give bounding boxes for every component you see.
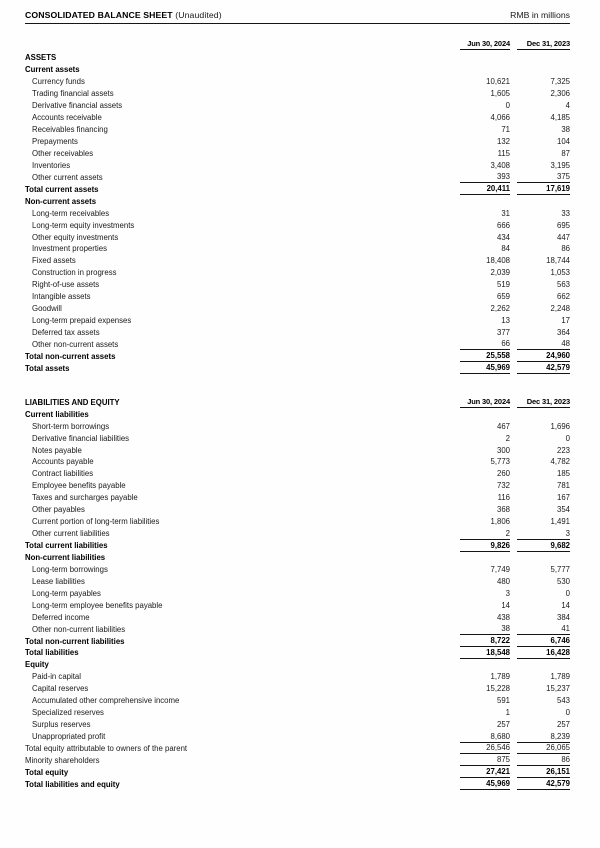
value-col1: 71 [501,125,510,135]
value-col1: 20,411 [460,183,510,195]
line-item-row [25,575,570,587]
value-col2: 33 [561,208,570,218]
line-item-row [25,563,570,575]
value-col1: 8,722 [460,635,510,647]
line-item-row [25,599,570,611]
value-col2: 8,239 [517,731,570,743]
value-col1: 438 [496,612,510,622]
line-item-row [25,707,570,719]
value-col2: 7,325 [550,77,570,87]
value-col2: 384 [556,612,570,622]
value-col1: 434 [496,232,510,242]
line-item-row [25,136,570,148]
column-header-2: Dec 31, 2023 [517,37,570,50]
row-label: Long-term borrowings [32,564,108,574]
value-col2: 48 [517,339,570,351]
line-item-row [25,291,570,303]
line-item-row [25,148,570,160]
line-item-row [25,303,570,315]
row-label: Surplus reserves [32,720,91,730]
row-label: Capital reserves [32,684,89,694]
row-label: Equity [25,660,49,670]
value-col2: 4,782 [550,457,570,467]
value-col1: 15,228 [486,684,510,694]
line-item-row [25,432,570,444]
row-label: Taxes and surcharges payable [32,493,138,503]
value-col1: 1,789 [490,672,510,682]
value-col1 [460,64,510,76]
value-col2: 375 [517,171,570,183]
value-col2: 223 [556,445,570,455]
row-label: Other non-current assets [32,339,119,349]
value-col2: 257 [556,720,570,730]
value-col2: 0 [565,588,570,598]
page-title-main: CONSOLIDATED BALANCE SHEET [25,10,173,20]
value-col1: 300 [496,445,510,455]
value-col2 [517,659,570,671]
value-col1: 659 [496,292,510,302]
row-label: Inventories [32,160,71,170]
value-col1 [460,195,510,207]
line-item-row [25,528,570,540]
line-item-row [25,480,570,492]
value-col2: 364 [556,328,570,338]
line-item-row [25,492,570,504]
row-label: Long-term employee benefits payable [32,600,163,610]
value-col2: 167 [556,493,570,503]
value-col1: 4,066 [490,113,510,123]
row-label: Total assets [25,363,70,373]
line-item-row [25,327,570,339]
value-col1: 2 [505,433,510,443]
line-item-row [25,243,570,255]
row-label: Investment properties [32,244,107,254]
value-col2: 104 [556,137,570,147]
value-col1: 84 [501,244,510,254]
value-col2 [517,195,570,207]
value-col1: 591 [496,696,510,706]
value-col2: 86 [517,754,570,766]
row-label: Specialized reserves [32,708,104,718]
value-col1 [460,659,510,671]
value-col1: 45,969 [460,778,510,790]
value-col2: 24,960 [517,350,570,362]
row-label: Accounts payable [32,457,94,467]
row-label: Notes payable [32,445,82,455]
section-row [25,52,570,64]
row-label: Total non-current assets [25,351,116,361]
row-label: Total equity attributable to owners of the parent [25,743,188,753]
row-label: Paid-in capital [32,672,81,682]
line-item-row [25,504,570,516]
value-col2: 26,065 [517,743,570,755]
row-label: Currency funds [32,77,85,87]
line-item-row [25,100,570,112]
row-label: Derivative financial liabilities [32,433,130,443]
value-col1: 132 [496,137,510,147]
row-label: Other payables [32,505,85,515]
value-col2: 1,053 [550,268,570,278]
total-row [25,350,570,362]
line-item-row [25,683,570,695]
value-col1: 115 [497,148,510,158]
row-label: Other receivables [32,148,94,158]
row-label: Current portion of long-term liabilities [32,517,160,527]
value-col2: 3,195 [550,160,570,170]
value-col2: 17,619 [517,183,570,195]
row-label: Long-term payables [32,588,101,598]
value-col2: 6,746 [517,635,570,647]
value-col2: 4,185 [550,113,570,123]
value-col1: 0 [505,101,510,111]
total-row [25,778,570,790]
value-col1: 9,826 [460,540,510,552]
total-row [25,635,570,647]
value-col2: 0 [565,433,570,443]
row-label: Current assets [25,65,80,75]
row-label: Total liabilities [25,648,79,658]
line-item-row [25,219,570,231]
row-label: Other non-current liabilities [32,624,126,634]
value-col1: 13 [501,316,510,326]
section-row [25,552,570,564]
value-col1: 3 [505,588,510,598]
row-label: Accumulated other comprehensive income [32,696,180,706]
page-title-suffix: (Unaudited) [175,10,222,20]
value-col1: 377 [496,328,510,338]
row-label: Contract liabilities [32,469,94,479]
column-header-1: Jun 30, 2024 [460,37,510,50]
value-col1: 25,558 [460,350,510,362]
row-label: Deferred income [32,612,90,622]
total-row [25,362,570,374]
value-col1: 5,773 [490,457,510,467]
value-col1 [460,408,510,420]
value-col2: 4 [565,101,570,111]
value-col1: 1,605 [490,89,510,99]
value-col1: 467 [496,421,510,431]
total-row [25,540,570,552]
value-col1 [460,552,510,564]
value-col1: 393 [460,171,510,183]
value-col2: 2,306 [550,89,570,99]
value-col2: 185 [556,469,570,479]
row-label: Total equity [25,767,69,777]
row-label: ASSETS [25,53,57,63]
row-label: Non-current liabilities [25,552,106,562]
row-label: Other current assets [32,172,103,182]
row-label: Total liabilities and equity [25,779,120,789]
line-item-row [25,339,570,351]
value-col2: 17 [561,316,570,326]
section-row [25,408,570,420]
total-row [25,766,570,778]
line-item-row [25,76,570,88]
value-col1: 31 [501,208,510,218]
line-item-row [25,315,570,327]
row-label: Unappropriated profit [32,732,106,742]
row-label: Employee benefits payable [32,481,126,491]
value-col2 [517,52,570,64]
column-header-1: Jun 30, 2024 [460,396,510,408]
value-col2: 9,682 [517,540,570,552]
value-col1: 1 [505,708,510,718]
line-item-row [25,719,570,731]
value-col1: 26,546 [460,743,510,755]
line-item-row [25,671,570,683]
document-header [25,10,570,24]
row-label: Prepayments [32,137,78,147]
value-col2 [517,64,570,76]
line-item-row [25,695,570,707]
row-label: Non-current assets [25,196,97,206]
value-col1: 38 [460,623,510,635]
value-col2: 26,151 [517,766,570,778]
value-col2: 354 [556,505,570,515]
value-col1: 480 [496,576,510,586]
value-col1: 45,969 [460,362,510,374]
line-item-row [25,587,570,599]
value-col2 [517,408,570,420]
line-item-row [25,456,570,468]
value-col1: 8,680 [460,731,510,743]
line-item-row [25,88,570,100]
column-header-2: Dec 31, 2023 [517,396,570,408]
value-col2: 695 [556,220,570,230]
total-row [25,183,570,195]
row-label: Deferred tax assets [32,328,100,338]
row-label: Derivative financial assets [32,101,123,111]
value-col2: 543 [556,696,570,706]
row-label: Long-term equity investments [32,220,135,230]
line-item-row [25,231,570,243]
value-col1: 116 [497,493,510,503]
row-label: Fixed assets [32,256,76,266]
dates-header-row [25,37,570,50]
value-col1: 2 [460,528,510,540]
line-item-row [25,420,570,432]
value-col1 [460,52,510,64]
value-col1: 875 [460,754,510,766]
line-item-row [25,279,570,291]
line-item-row [25,444,570,456]
row-label: Goodwill [32,304,62,314]
value-col2: 38 [561,125,570,135]
value-col2: 87 [561,148,570,158]
value-col2: 86 [561,244,570,254]
section-row [25,659,570,671]
value-col1: 1,806 [490,517,510,527]
line-item-row [25,112,570,124]
value-col2: 530 [556,576,570,586]
line-item-row [25,171,570,183]
row-label: Intangible assets [32,292,91,302]
value-col1: 368 [496,505,510,515]
line-item-row [25,267,570,279]
value-col1: 7,749 [490,564,510,574]
row-label: Lease liabilities [32,576,85,586]
value-col1: 14 [501,600,510,610]
value-col1: 260 [496,469,510,479]
row-label: Total current assets [25,184,99,194]
value-col2: 1,491 [550,517,570,527]
value-col2: 662 [556,292,570,302]
value-col1: 66 [460,339,510,351]
value-col2: 1,789 [550,672,570,682]
balance-sheet-table [25,37,570,790]
value-col1: 2,039 [490,268,510,278]
section-row [25,195,570,207]
row-label: Other current liabilities [32,529,110,539]
page-title [25,10,222,20]
row-label: Accounts receivable [32,113,102,123]
value-col2: 18,744 [546,256,570,266]
value-col1: 2,262 [490,304,510,314]
currency-unit-label: RMB in millions [510,10,570,20]
row-label: Total current liabilities [25,541,108,551]
value-col2: 41 [517,623,570,635]
row-label: Long-term receivables [32,208,110,218]
line-item-row [25,611,570,623]
value-col2: 5,777 [550,564,570,574]
value-col2: 3 [517,528,570,540]
value-col1: 732 [496,481,510,491]
summary-row [25,743,570,755]
section-row [25,64,570,76]
value-col1: 18,548 [460,647,510,659]
value-col2: 563 [556,280,570,290]
value-col2: 447 [556,232,570,242]
value-col1: 18,408 [486,256,510,266]
line-item-row [25,255,570,267]
value-col1: 3,408 [490,160,510,170]
section-header-row [25,396,570,408]
value-col1: 10,621 [486,77,510,87]
value-col2: 781 [556,481,570,491]
line-item-row [25,468,570,480]
value-col2: 0 [565,708,570,718]
value-col2: 15,237 [546,684,570,694]
line-item-row [25,731,570,743]
line-item-row [25,207,570,219]
row-label: Other equity investments [32,232,119,242]
value-col1: 666 [496,220,510,230]
line-item-row [25,124,570,136]
row-label: Short-term borrowings [32,421,110,431]
row-label: Minority shareholders [25,755,100,765]
row-label: Construction in progress [32,268,117,278]
value-col1: 257 [496,720,510,730]
value-col1: 519 [496,280,510,290]
line-item-row [25,516,570,528]
value-col2: 42,579 [517,778,570,790]
row-label: Current liabilities [25,409,89,419]
row-label: Total non-current liabilities [25,636,125,646]
row-label: Receivables financing [32,125,108,135]
row-label: Trading financial assets [32,89,114,99]
value-col2: 42,579 [517,362,570,374]
row-label: Long-term prepaid expenses [32,316,132,326]
value-col1: 27,421 [460,766,510,778]
row-label: Right-of-use assets [32,280,100,290]
value-col2: 2,248 [550,304,570,314]
value-col2: 14 [561,600,570,610]
value-col2 [517,552,570,564]
value-col2: 1,696 [550,421,570,431]
total-row [25,647,570,659]
line-item-row [25,159,570,171]
row-label: LIABILITIES AND EQUITY [25,397,120,407]
spacer-row [25,374,570,396]
summary-row [25,754,570,766]
line-item-row [25,623,570,635]
value-col2: 16,428 [517,647,570,659]
